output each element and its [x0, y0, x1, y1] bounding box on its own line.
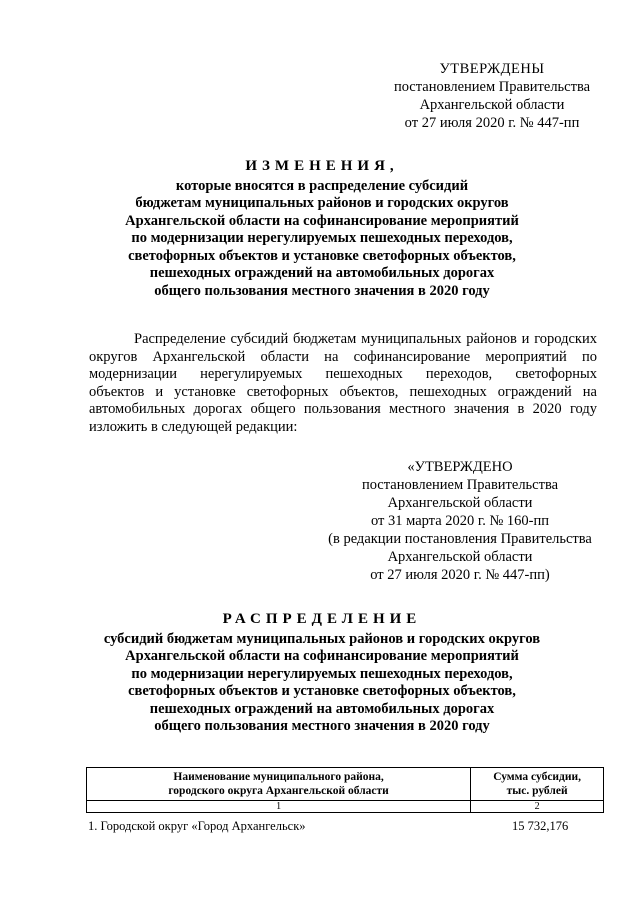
column-header-text: Наименование муниципального района, [173, 771, 384, 783]
distribution-heading-line: субсидий бюджетам муниципальных районов и городских округов [103, 630, 541, 647]
approval2-line: постановлением Правительства [361, 477, 559, 493]
distribution-title: РАСПРЕДЕЛЕНИЕ [222, 611, 422, 627]
approval2-line: от 27 июля 2020 г. № 447-пп) [370, 567, 550, 583]
approval-line: Архангельской области [419, 97, 565, 113]
approval-title: УТВЕРЖДЕНЫ [439, 61, 545, 77]
changes-heading-line: по модернизации нерегулируемых пешеходных переходов, [131, 230, 513, 246]
approval2-line: от 31 марта 2020 г. № 160-пп [370, 513, 550, 529]
changes-heading [92, 158, 552, 300]
approval-line: постановлением Правительства [393, 79, 591, 95]
column-number: 1 [87, 801, 471, 813]
distribution-heading [92, 611, 552, 736]
approval2-title: «УТВЕРЖДЕНО [407, 459, 513, 475]
table-row-name: 1. Городской округ «Город Архангельск» [88, 819, 306, 833]
column-number: 2 [471, 801, 604, 813]
table-row-amount: 15 732,176 [512, 819, 569, 833]
body-paragraph [89, 331, 597, 436]
approval-line: от 27 июля 2020 г. № 447-пп [404, 115, 580, 131]
paragraph-line: объектов и установке светофорных объектов, пешеходных ограждений на [89, 383, 597, 400]
approval2-line: Архангельской области [387, 495, 533, 511]
distribution-heading-line: Архангельской области на софинансирование мероприятий [125, 648, 519, 664]
changes-heading-line: Архангельской области на софинансирование мероприятий [125, 212, 519, 229]
changes-heading-line: общего пользования местного значения в 2020 году [154, 282, 490, 299]
paragraph-line: округов Архангельской области на софинансирование мероприятий по [89, 348, 597, 365]
table-header-row [87, 768, 604, 801]
approval2-line: Архангельской области [387, 549, 533, 565]
paragraph-line: автомобильных дорогах общего пользования местного значения в 2020 году [89, 401, 597, 417]
column-header-name [87, 768, 471, 801]
table-number-row [87, 801, 604, 813]
column-header-amount [471, 768, 604, 801]
distribution-heading-line: пешеходных ограждений на автомобильных дорогах [149, 700, 495, 717]
approval-block [380, 60, 604, 132]
column-header-text: тыс. рублей [506, 785, 568, 797]
paragraph-line: Распределение субсидий бюджетам муниципальных районов и городских [134, 331, 597, 347]
paragraph-line: модернизации нерегулируемых пешеходных переходов, светофорных [89, 366, 597, 382]
distribution-heading-line: общего пользования местного значения в 2020 году [154, 718, 490, 734]
approval2-block [318, 458, 602, 584]
distribution-heading-line: светофорных объектов и установке светофорных объектов, [128, 683, 516, 699]
changes-heading-line: светофорных объектов и установке светофорных объектов, [128, 247, 516, 264]
column-header-text: городского округа Архангельской области [168, 785, 389, 797]
distribution-heading-line: по модернизации нерегулируемых пешеходных переходов, [131, 665, 513, 682]
paragraph-line: изложить в следующей редакции: [89, 418, 298, 435]
changes-heading-line: пешеходных ограждений на автомобильных дорогах [149, 265, 495, 281]
approval2-line: (в редакции постановления Правительства [328, 531, 592, 547]
changes-heading-line: бюджетам муниципальных районов и городских округов [135, 195, 509, 211]
changes-title: ИЗМЕНЕНИЯ, [245, 158, 399, 174]
changes-heading-line: которые вносятся в распределение субсидий [175, 177, 469, 194]
column-header-text: Сумма субсидии, [493, 771, 581, 783]
distribution-table [86, 767, 604, 813]
